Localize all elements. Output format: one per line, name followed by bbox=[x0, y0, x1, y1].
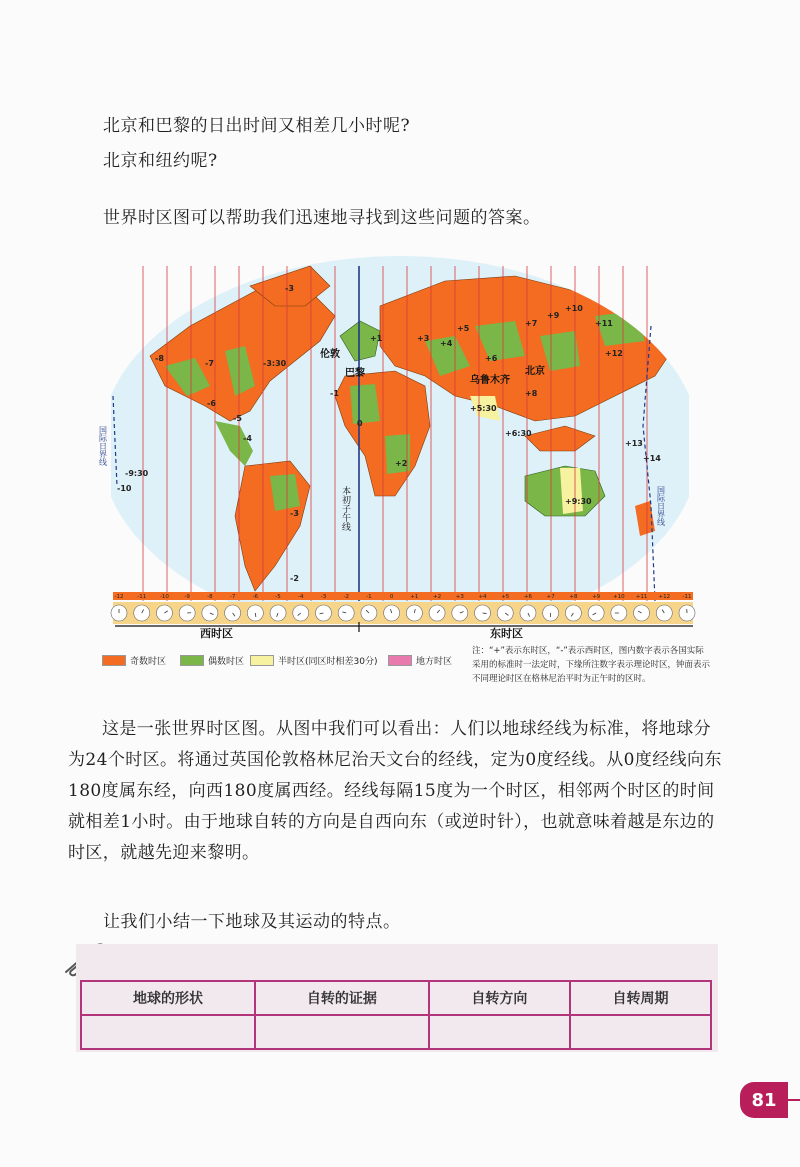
zone-label: -1 bbox=[330, 389, 339, 398]
zone-label: -9:30 bbox=[125, 469, 149, 478]
tick-label: +11 bbox=[635, 594, 648, 600]
table-header: 自转的证据 bbox=[255, 981, 429, 1015]
tick-label: +12 bbox=[658, 594, 671, 600]
tick-label: 0 bbox=[389, 594, 394, 600]
zone-label: -2 bbox=[290, 574, 299, 583]
tick-label: -2 bbox=[343, 594, 349, 600]
tick-label: -4 bbox=[298, 594, 304, 600]
zone-label: +9:30 bbox=[565, 497, 592, 506]
legend-odd bbox=[102, 654, 166, 667]
zone-label: -3 bbox=[285, 284, 294, 293]
legend-even-label: 偶数时区 bbox=[208, 657, 245, 667]
zone-label: +13 bbox=[625, 439, 643, 448]
date-line-left-label: 国际日界线 bbox=[98, 426, 108, 466]
zone-label: +8 bbox=[525, 389, 538, 398]
zone-label: -5 bbox=[233, 414, 242, 423]
zone-label: -4 bbox=[243, 434, 252, 443]
zone-label: +11 bbox=[595, 319, 613, 328]
paragraph-text: 这是一张世界时区图。从图中我们可以看出：人们以地球经线为标准，将地球分为24个时区。将通过英国伦敦格林尼治天文台的经线，定为0度经线。从0度经线向东180度属东经，向西180度属西经。经线每隔15度为一个时区，相邻两个时区的时间就相差1小时。由于地球自转的方向是自西向东（或逆时针），也就意味着越是东边的时区，就越先迎来黎明。 bbox=[68, 719, 722, 863]
legend-local-label: 地方时区 bbox=[416, 657, 453, 667]
zone-label: +1 bbox=[370, 334, 383, 343]
tick-label: +6 bbox=[523, 594, 533, 600]
clock-face-icon bbox=[520, 605, 536, 621]
clock-face-icon bbox=[565, 605, 581, 621]
africa-even-zone-2 bbox=[385, 434, 410, 474]
map-note: 注：“+”表示东时区，“-”表示西时区，图内数字表示各国实际采用的标准时一法定时，下缘所注数字表示理论时区，钟面表示不同理论时区在格林尼治平时为正午时的区时。 bbox=[472, 646, 711, 684]
tick-label: +9 bbox=[592, 594, 601, 600]
question-1: 北京和巴黎的日出时间又相差几小时呢? bbox=[103, 116, 411, 136]
legend-even bbox=[180, 654, 244, 667]
zone-label: +6:30 bbox=[505, 429, 532, 438]
zone-label: +12 bbox=[605, 349, 623, 358]
legend-half-swatch bbox=[250, 655, 274, 666]
legend-local-swatch bbox=[388, 655, 412, 666]
zone-label: +6 bbox=[485, 354, 498, 363]
legend-local bbox=[388, 654, 452, 667]
world-time-zone-map bbox=[95, 246, 705, 706]
zone-label: +4 bbox=[440, 339, 453, 348]
tick-label: +4 bbox=[478, 594, 487, 600]
summary-table bbox=[80, 980, 712, 1050]
tick-label: +7 bbox=[546, 594, 555, 600]
tick-label: -11 bbox=[682, 594, 692, 600]
sa-even-zone bbox=[270, 474, 300, 511]
zone-label: +10 bbox=[565, 304, 583, 313]
clock-face-icon bbox=[338, 605, 354, 621]
tick-label: +2 bbox=[433, 594, 442, 600]
tick-label: -8 bbox=[207, 594, 213, 600]
zone-label: +9 bbox=[547, 311, 560, 320]
intro-text: 世界时区图可以帮助我们迅速地寻找到这些问题的答案。 bbox=[103, 208, 541, 228]
zone-label: +3 bbox=[417, 334, 430, 343]
tick-label: -9 bbox=[184, 594, 190, 600]
tick-label: +1 bbox=[410, 594, 419, 600]
table-cell[interactable] bbox=[429, 1015, 570, 1049]
zone-label: -8 bbox=[155, 354, 164, 363]
table-header-row bbox=[81, 981, 711, 1015]
tick-label: +3 bbox=[455, 594, 464, 600]
australia-half-zone bbox=[560, 468, 583, 514]
time-zone-map-svg bbox=[95, 246, 705, 706]
table-cell[interactable] bbox=[570, 1015, 711, 1049]
zone-label: +5 bbox=[457, 324, 470, 333]
zone-label: +14 bbox=[643, 454, 661, 463]
date-line-right-label: 国际日界线 bbox=[656, 486, 666, 526]
clock-hand bbox=[255, 613, 256, 617]
zone-label: -3 bbox=[290, 509, 299, 518]
tick-label: +8 bbox=[569, 594, 578, 600]
beijing-label: 北京 bbox=[525, 366, 545, 377]
tick-label: -12 bbox=[114, 594, 124, 600]
page-number: 81 bbox=[740, 1082, 788, 1118]
west-zones-label: 西时区 bbox=[200, 627, 233, 640]
legend-odd-swatch bbox=[102, 655, 126, 666]
tick-label: -7 bbox=[229, 594, 236, 600]
page-number-line bbox=[788, 1099, 800, 1101]
east-zones-label: 东时区 bbox=[490, 627, 523, 640]
clock-strip bbox=[113, 592, 693, 624]
tick-label: -1 bbox=[366, 594, 372, 600]
main-paragraph bbox=[68, 714, 728, 869]
table-cell[interactable] bbox=[81, 1015, 255, 1049]
legend-even-swatch bbox=[180, 655, 204, 666]
legend-odd-label: 奇数时区 bbox=[130, 657, 167, 667]
urumqi-label: 乌鲁木齐 bbox=[470, 375, 510, 386]
table-header: 自转周期 bbox=[570, 981, 711, 1015]
tick-label: +5 bbox=[501, 594, 510, 600]
tick-label: -11 bbox=[137, 594, 147, 600]
zone-label: -3:30 bbox=[263, 359, 287, 368]
summary-intro: 让我们小结一下地球及其运动的特点。 bbox=[103, 912, 401, 932]
legend-half-label: 半时区(同区时相差30分) bbox=[278, 657, 378, 667]
legend-half bbox=[250, 654, 377, 667]
tick-label: -5 bbox=[275, 594, 281, 600]
prime-meridian-label: 本初子午线 bbox=[340, 486, 350, 531]
table-cell[interactable] bbox=[255, 1015, 429, 1049]
question-2: 北京和纽约呢? bbox=[103, 151, 218, 171]
zone-label: -7 bbox=[205, 359, 214, 368]
zone-label: +2 bbox=[395, 459, 408, 468]
africa-even-zone-1 bbox=[350, 384, 380, 424]
tick-label: +10 bbox=[613, 594, 625, 600]
clock-face-icon bbox=[293, 605, 309, 621]
london-label: 伦敦 bbox=[320, 349, 340, 360]
table-header: 自转方向 bbox=[429, 981, 570, 1015]
paris-label: 巴黎 bbox=[345, 368, 365, 379]
tick-label: -10 bbox=[159, 594, 169, 600]
tick-label: -3 bbox=[320, 594, 327, 600]
table-header: 地球的形状 bbox=[81, 981, 255, 1015]
zone-label: 0 bbox=[357, 419, 363, 428]
zone-label: -10 bbox=[117, 484, 132, 493]
table-row bbox=[81, 1015, 711, 1049]
zone-label: -6 bbox=[207, 399, 216, 408]
tick-label: -6 bbox=[252, 594, 259, 600]
zone-label: +7 bbox=[525, 319, 538, 328]
zone-label: +5:30 bbox=[470, 404, 497, 413]
